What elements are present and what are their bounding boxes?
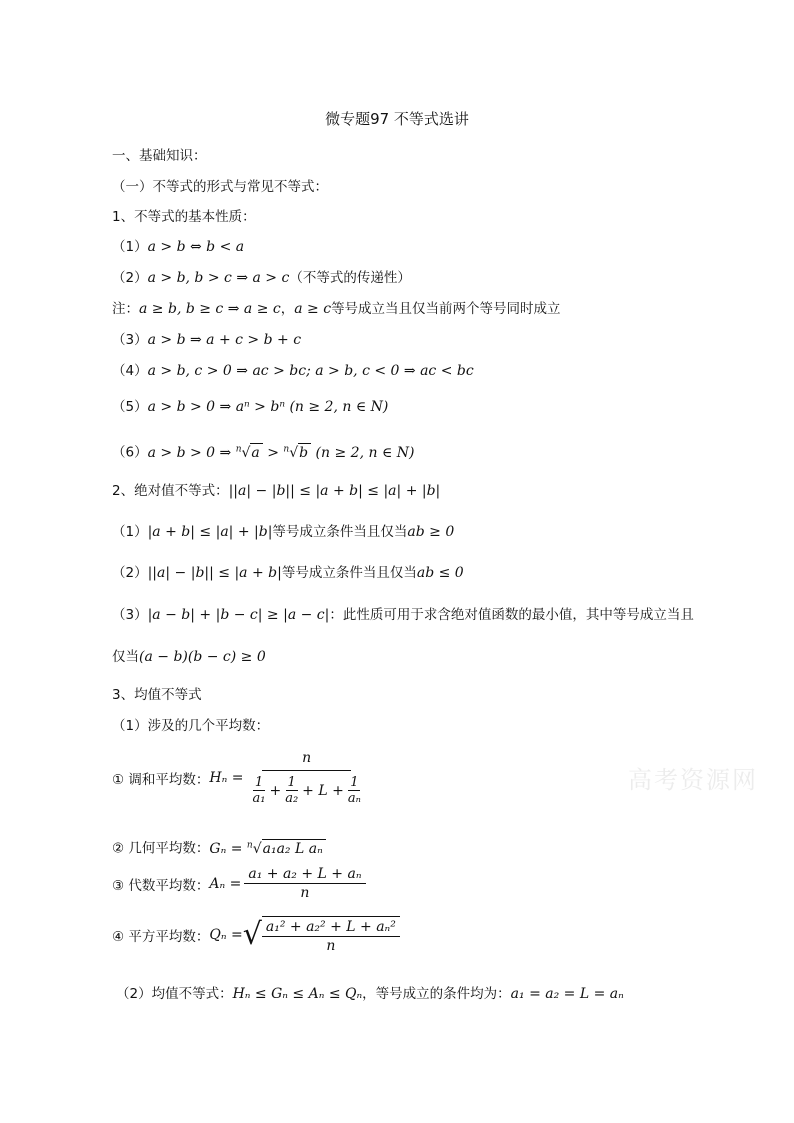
item-label: （4） [112, 363, 148, 379]
unit-fraction [250, 775, 267, 806]
note-text: （不等式的传递性） [289, 270, 411, 286]
item-label: （3） [112, 332, 148, 348]
absolute-item-1 [112, 523, 454, 541]
math-expression: |a − b| + |b − c| ≥ |a − c| [147, 607, 330, 623]
math-expression: a > b, b > c ⇒ a > c [147, 270, 290, 286]
property-1 [112, 238, 244, 256]
item-label: ① 调和平均数： [112, 772, 210, 788]
geometric-mean [112, 836, 326, 858]
fraction-denominator: $\frac{1}{\text{a₁}}$ + $\frac{1}{\text{a₂}}$ + L + $\frac{1}{\text{aₙ}}$ [252, 775, 361, 806]
fraction-denominator: n [326, 938, 336, 954]
numerator: 1 [287, 775, 296, 790]
unit-fraction [283, 775, 300, 806]
root-index: n [235, 444, 242, 454]
item-label: （3） [112, 607, 148, 623]
math-condition: ab ≥ 0 [407, 524, 455, 540]
subsection-heading: （一）不等式的形式与常见不等式： [112, 179, 328, 195]
math-condition: a₁ = a₂ = L = aₙ [510, 986, 624, 1002]
math-lhs: Gₙ = [209, 840, 243, 857]
item-label: （1） [112, 524, 148, 540]
item-label: （2） [112, 270, 148, 286]
separator: ， [280, 301, 295, 317]
unit-fraction [346, 775, 363, 806]
note-prefix: 注： [112, 301, 139, 317]
page-title: 微专题97 不等式选讲 [325, 110, 469, 128]
section-heading: 一、基础知识： [112, 148, 207, 164]
denominator: aₙ [347, 791, 361, 806]
harmonic-fraction [246, 750, 366, 806]
absolute-item-3 [112, 606, 694, 624]
math-operator: > [262, 444, 284, 461]
math-condition: (a − b)(b − c) ≥ 0 [139, 649, 266, 665]
heading-basic-properties: 1、不等式的基本性质： [112, 209, 256, 225]
denominator: a₂ [285, 791, 299, 806]
radical-sign: √ [252, 840, 262, 857]
item-label: ② 几何平均数： [112, 840, 210, 857]
math-expression: a > b ⇔ b < a [147, 239, 245, 255]
absolute-item-2 [112, 564, 464, 582]
root-index: n [283, 444, 290, 454]
radicand: b [298, 443, 311, 462]
fraction-numerator: a₁ + a₂ + L + aₙ [244, 866, 365, 884]
item-label: （2） [112, 565, 148, 581]
heading-mean-inequality: 3、均值不等式 [112, 687, 202, 703]
math-condition: (n ≥ 2, n ∈ N) [311, 444, 415, 461]
condition-text: ，等号成立的条件均为： [362, 986, 511, 1002]
fraction-denominator: n [300, 885, 310, 901]
item-label: （5） [112, 399, 148, 415]
mean-inequality [116, 985, 624, 1003]
math-expression: ||a| − |b|| ≤ |a + b| ≤ |a| + |b| [228, 483, 441, 499]
means-subheading: （1）涉及的几个平均数： [112, 718, 270, 734]
heading-text: 2、绝对值不等式： [112, 483, 229, 499]
property-5 [112, 398, 388, 416]
math-expression: a > b, c > 0 ⇒ ac > bc; a > b, c < 0 ⇒ ac < bc [147, 363, 474, 379]
harmonic-mean [112, 750, 370, 806]
math-expression: a ≥ c [294, 301, 332, 317]
item-label: ③ 代数平均数： [112, 877, 210, 894]
numerator: 1 [254, 775, 264, 790]
math-expression: a > b > 0 ⇒ aⁿ > bⁿ (n ≥ 2, n ∈ N) [147, 399, 389, 415]
root-index: n [246, 840, 253, 850]
math-expression: a ≥ b, b ≥ c ⇒ a ≥ c [139, 301, 281, 317]
property-3 [112, 331, 301, 349]
heading-absolute-inequality [112, 482, 440, 500]
condition-text: 等号成立条件当且仅当 [281, 565, 417, 581]
ellipsis-term: + L + [302, 782, 344, 799]
note-text: 等号成立当且仅当前两个等号同时成立 [331, 301, 561, 317]
math-expression: |a + b| ≤ |a| + |b| [147, 524, 273, 540]
radical-sign: √ [241, 444, 251, 461]
math-expression: Hₙ ≤ Gₙ ≤ Aₙ ≤ Qₙ [232, 986, 363, 1002]
note-line [112, 300, 561, 318]
math-lhs: Hₙ = [209, 770, 244, 786]
math-lhs: Aₙ = [209, 875, 242, 892]
body-text: 仅当 [112, 649, 139, 665]
property-2 [112, 269, 411, 287]
quadratic-mean [112, 916, 403, 954]
condition-text: 等号成立条件当且仅当 [272, 524, 408, 540]
quadratic-fraction [262, 916, 400, 954]
radicand: a [250, 443, 262, 462]
radical-sign: √ [289, 444, 299, 461]
property-4 [112, 362, 474, 380]
fraction-numerator: a₁² + a₂² + L + aₙ² [262, 919, 400, 937]
absolute-item-3-continued [112, 648, 266, 666]
math-lhs: Qₙ = [209, 927, 243, 943]
radical-sign: √ [242, 917, 262, 952]
item-label: （6） [112, 444, 148, 461]
property-6 [112, 440, 414, 462]
math-condition: ab ≤ 0 [416, 565, 464, 581]
arithmetic-fraction [244, 866, 365, 901]
fraction-numerator: n [262, 750, 351, 771]
item-label: ④ 平方平均数： [112, 929, 210, 945]
numerator: 1 [350, 775, 359, 790]
body-text: ：此性质可用于求含绝对值函数的最小值，其中等号成立当且 [329, 607, 694, 623]
arithmetic-mean [112, 866, 369, 901]
item-label: （2）均值不等式： [116, 986, 233, 1002]
radicand: a₁a₂ L aₙ [262, 839, 326, 858]
denominator: a₁ [252, 791, 266, 806]
math-expression: a > b ⇒ a + c > b + c [147, 332, 302, 348]
item-label: （1） [112, 239, 148, 255]
math-expression: ||a| − |b|| ≤ |a + b| [147, 565, 282, 581]
watermark: 高考资源网 [628, 766, 758, 794]
math-expression: a > b > 0 ⇒ [147, 444, 236, 461]
